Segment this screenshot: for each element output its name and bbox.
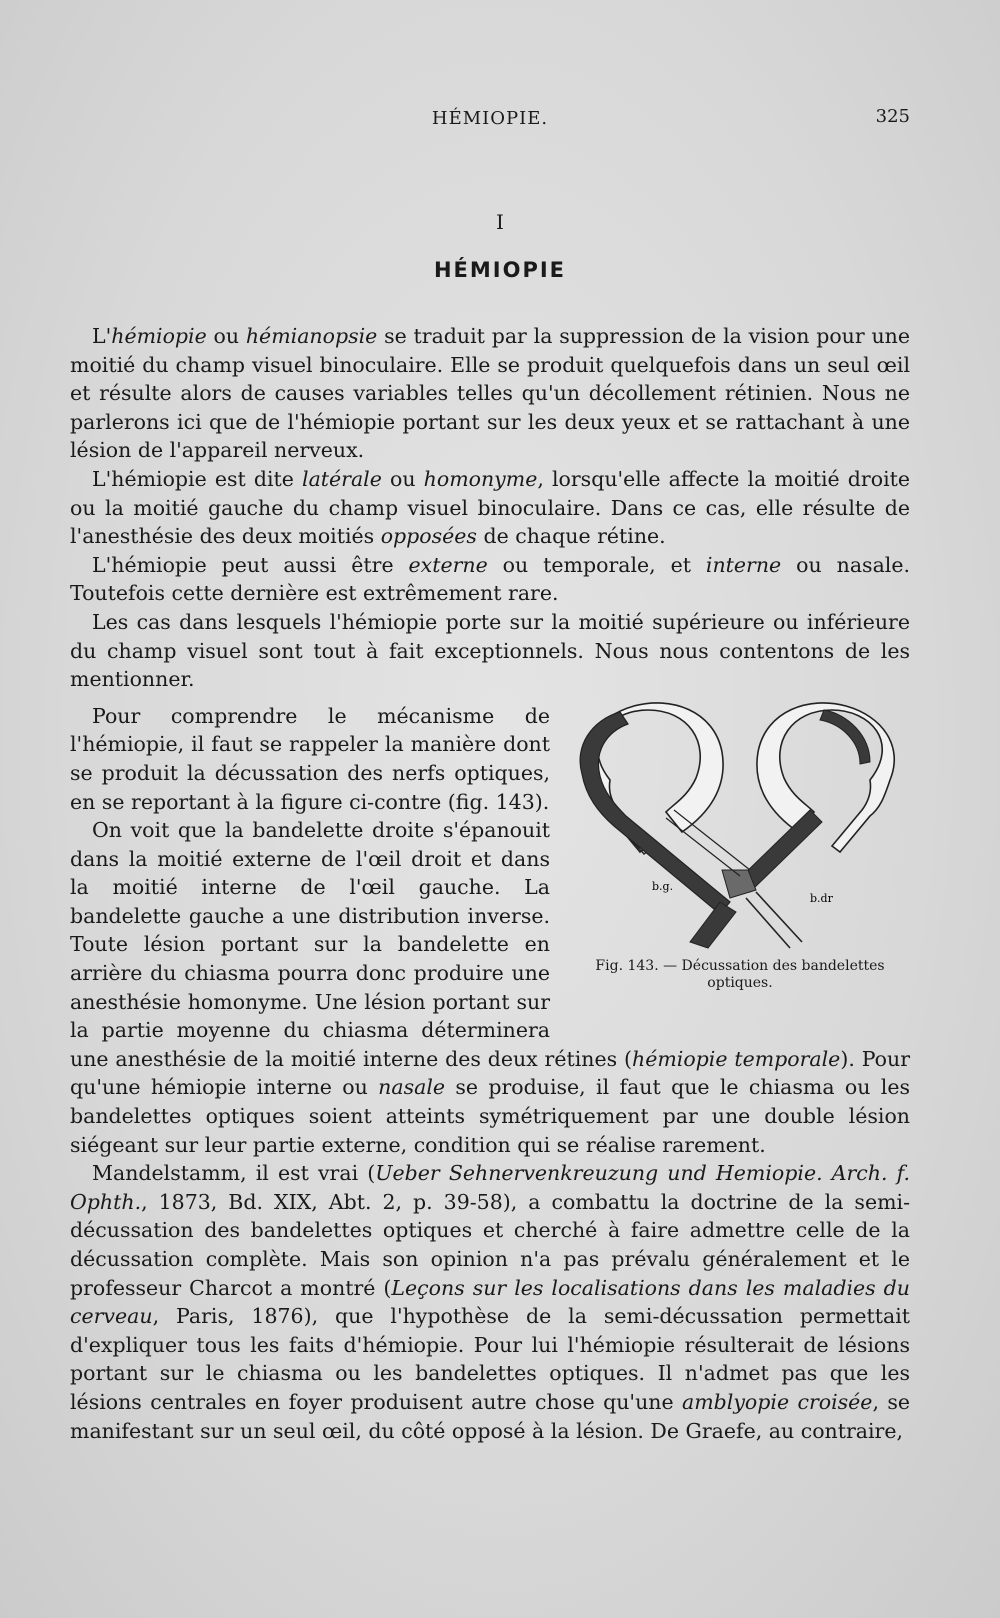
paragraph-4 (70, 608, 910, 694)
text-run: Pour comprendre le mécanisme de l'hémiopie, il faut se rappeler la manière dont se produit la décussation des nerfs optiques, en se reportant à la figure ci-contre (fig. 143). (70, 703, 550, 814)
paragraph-3 (70, 551, 910, 608)
right-eye-bulb (757, 703, 894, 852)
text-run: ou (206, 324, 246, 348)
text-run: Mandelstamm, il est vrai ( (92, 1161, 376, 1186)
page-number: 325 (875, 106, 910, 127)
text-run: , 1873, Bd. XIX, Abt. 2, p. 39-58), a combattu la doctrine de la semi-décussation des bandelettes optiques et cherché à faire admettre celle de la décussation complète. Mais son opinion n'a pas prévalu généralement et le professeur Charcot a montré ( (70, 1189, 910, 1300)
body-text (70, 322, 910, 1445)
italic-term: hémiopie temporale (632, 1046, 841, 1071)
right-eye-outline (757, 703, 894, 852)
text-run: de chaque rétine. (476, 524, 666, 549)
paragraph-1 (70, 322, 910, 465)
text-run: ou (381, 466, 424, 491)
italic-citation: Leçons sur les localisations dans les maladies du cerveau (70, 1275, 910, 1329)
text-run: Les cas dans lesquels l'hémiopie porte sur la moitié supérieure ou inférieure du champ visuel sont tout à fait exceptionnels. Nous nous contentons de les mentionner. (70, 609, 910, 692)
italic-term: amblyopie croisée (682, 1389, 873, 1414)
figure-143 (570, 702, 910, 1036)
italic-term: opposées (380, 524, 477, 549)
text-run: On voit que la bandelette droite s'épanouit dans la moitié externe de l'œil droit et dans la moitié interne de l'œil gauche. La bandelette gauche a une distribution inverse. Toute lésion portant sur la bandelette en arrière du chiasma pourra donc produire une anesthésie homonyme. Une lésion portant sur la partie moyenne du chiasma déterminera une anesthésie de la moitié interne des deux rétines ( (70, 818, 632, 1071)
text-run: , Paris, 1876), que l'hypothèse de la semi-décussation permettait d'expliquer tous les faits d'hémiopie. Pour lui l'hémiopie résulterait de lésions portant sur le chiasma ou les bandelettes optiques. Il n'admet pas que les lésions centrales en foyer produisent autre chose qu'une (70, 1304, 910, 1414)
italic-term: interne (705, 552, 782, 577)
paragraph-2 (70, 465, 910, 551)
italic-citation: Ueber Sehnervenkreuzung und Hemiopie. Arch. f. Ophth. (70, 1161, 911, 1214)
text-run: se traduit par la suppression de la vision pour une moitié du champ visuel binoculaire. Elle se produit quelquefois dans un seul œil et résulte alors de causes variables telles qu'un décollement rétinien. Nous ne parlerons ici que de l'hémiopie portant sur les deux yeux et se rattachant à une lésion de l'appareil nerveux. (70, 324, 910, 463)
text-run: ou temporale, et (487, 552, 706, 577)
label-bg: b.g. (652, 879, 674, 893)
decussation-figure (570, 702, 910, 952)
text-run: L'hémiopie est dite (92, 466, 303, 491)
caption-text: — Décussation des bandelettes optiques. (658, 957, 885, 991)
text-run: L'hémiopie peut aussi être (92, 552, 409, 577)
text-run: ou nasale. Toutefois cette dernière est extrêmement rare. (70, 552, 910, 606)
italic-term: hémianopsie (245, 324, 378, 348)
italic-term: externe (408, 552, 488, 577)
italic-term: hémiopie (111, 324, 207, 348)
caption-number: Fig. 143. (595, 957, 659, 974)
text-run: ). Pour qu'une hémiopie interne ou (70, 1046, 911, 1100)
italic-term: latérale (302, 466, 382, 491)
text-run: L' (92, 324, 112, 348)
text-run: , lorsqu'elle affecte la moitié droite ou la moitié gauche du champ visuel binoculaire. Dans ce cas, elle résulte de l'anesthésie des deux moitiés (70, 466, 910, 549)
light-tract-right (746, 892, 802, 948)
label-bdr: b.dr (810, 891, 833, 905)
section-title: HÉMIOPIE (433, 258, 567, 282)
section-number: I (496, 210, 504, 234)
running-head (70, 108, 910, 136)
text-run: , se manifestant sur un seul œil, du côté opposé à la lésion. De Graefe, au contraire, (70, 1389, 910, 1443)
figure-caption (570, 958, 910, 992)
paragraph-7 (70, 1159, 910, 1445)
italic-term: homonyme (423, 466, 538, 491)
text-run: se produise, il faut que le chiasma ou les bandelettes optiques soient atteints symétriquement par une double lésion siégeant sur leur partie externe, condition qui se réalise rarement. (70, 1075, 910, 1157)
italic-term: nasale (378, 1075, 446, 1100)
running-title: HÉMIOPIE. (431, 108, 549, 129)
